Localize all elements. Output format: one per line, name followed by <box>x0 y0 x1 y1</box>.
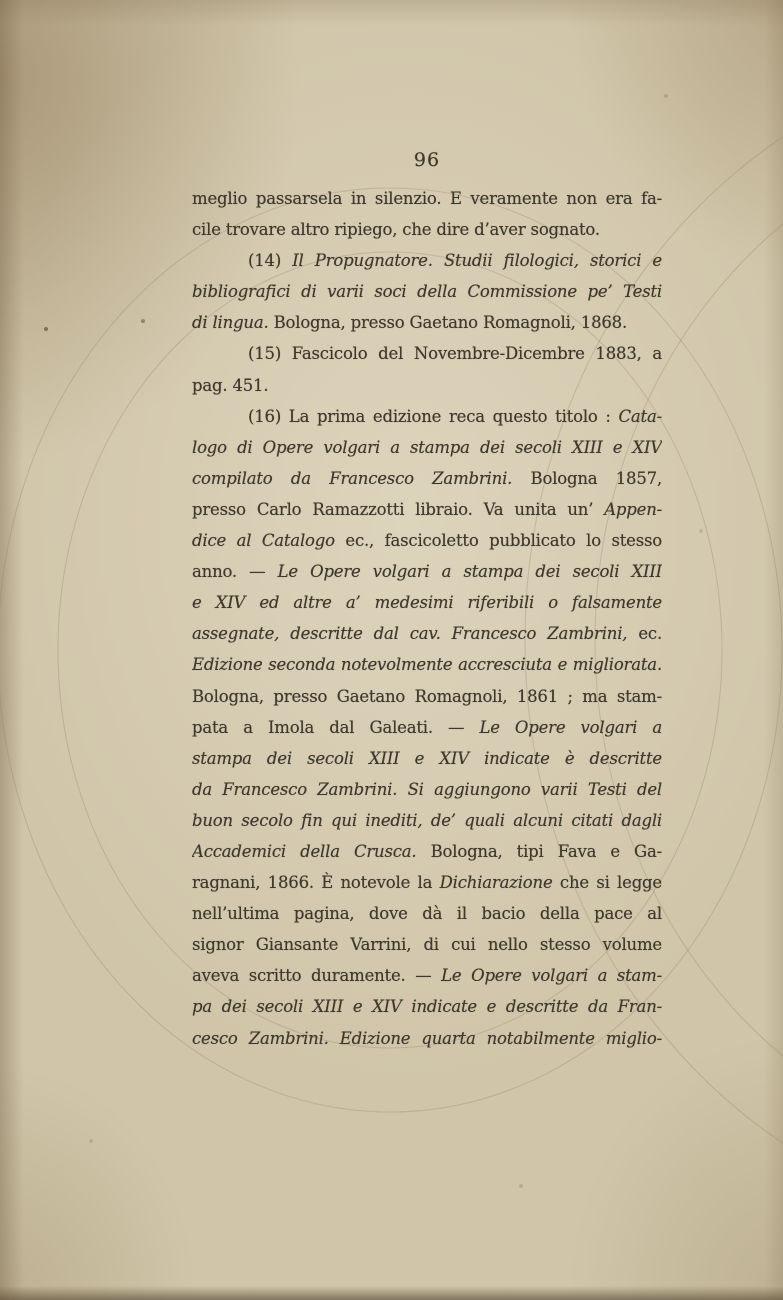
text-line <box>192 836 662 867</box>
text-line <box>192 525 662 556</box>
text-line <box>192 618 662 649</box>
italic-text: compilato da Francesco Zambrini. <box>192 468 513 488</box>
paper-specks <box>0 0 2 2</box>
text-line <box>192 463 662 494</box>
text-line <box>192 960 662 991</box>
text-line <box>192 867 662 898</box>
text-line <box>192 370 662 401</box>
roman-text: Bologna, presso Gaetano Romagnoli, 1868. <box>268 313 628 333</box>
roman-text: aveva scritto duramente. — <box>192 966 442 986</box>
roman-text: anno. — <box>192 562 278 582</box>
page-number: 96 <box>413 149 441 171</box>
text-line <box>192 1023 662 1054</box>
roman-text: Bologna, presso Gaetano Romagnoli, 1861 ; ma stam- <box>192 686 662 706</box>
italic-text: stampa dei secoli XIII e XIV indicate è descritte <box>192 748 662 768</box>
text-line <box>192 743 662 774</box>
roman-text: (15) Fascicolo del Novembre-Dicembre 1883, a <box>248 344 662 364</box>
text-line <box>192 432 662 463</box>
italic-text: pa dei secoli XIII e XIV indicate e descritte da Fran- <box>192 997 662 1017</box>
text-line <box>192 681 662 712</box>
roman-text: Bologna 1857, <box>512 468 662 488</box>
italic-text: Il Propugnatore. Studii filologici, storici e <box>292 251 662 271</box>
text-line <box>192 898 662 929</box>
italic-text: Le Opere volgari a stampa dei secoli XIII <box>277 562 662 582</box>
roman-text: cile trovare altro ripiego, che dire d’aver sognato. <box>192 220 600 240</box>
roman-text: (14) <box>248 251 293 271</box>
roman-text: meglio passarsela in silenzio. E veramente non era fa- <box>192 189 662 208</box>
text-line <box>192 929 662 960</box>
italic-text: dice al Catalogo <box>192 531 335 551</box>
text-line <box>192 991 662 1022</box>
italic-text: bibliografici di varii soci della Commissione pe’ Testi <box>192 282 662 302</box>
text-line <box>192 649 662 680</box>
italic-text: cesco Zambrini. Edizione quarta notabilmente miglio- <box>192 1028 662 1048</box>
text-line <box>192 245 662 276</box>
roman-text: che si legge <box>552 873 662 893</box>
italic-text: di lingua. <box>192 313 269 333</box>
roman-text: (16) La prima edizione reca questo titolo : <box>248 406 619 426</box>
text-line <box>192 494 662 525</box>
text-line <box>192 587 662 618</box>
text-block <box>192 183 662 1054</box>
text-line <box>192 712 662 743</box>
roman-text: nell’ultima pagina, dove dà il bacio della pace al <box>192 904 662 924</box>
italic-text: da Francesco Zambrini. Si aggiungono varii Testi del <box>192 779 662 799</box>
italic-text: e XIV ed altre a’ medesimi riferibili o falsamente <box>192 593 662 613</box>
text-line <box>192 183 662 214</box>
text-line <box>192 276 662 307</box>
italic-text: Dichiarazione <box>439 873 553 893</box>
italic-text: Edizione seconda notevolmente accresciuta e migliorata. <box>192 655 662 675</box>
roman-text: pata a Imola dal Galeati. — <box>192 717 480 737</box>
italic-text: buon secolo fin qui inediti, de’ quali alcuni citati dagli <box>192 810 662 830</box>
italic-text: assegnate, descritte dal cav. Francesco Zambrini, <box>192 624 628 644</box>
italic-text: Accademici della Crusca. <box>192 841 417 861</box>
roman-text: ec. <box>627 624 662 644</box>
italic-text: logo di Opere volgari a stampa dei secoli XIII e XIV <box>192 437 662 457</box>
roman-text: signor Giansante Varrini, di cui nello stesso volume <box>192 935 662 955</box>
italic-text: Le Opere volgari a stam- <box>441 966 662 986</box>
text-line <box>192 307 662 338</box>
text-line <box>192 774 662 805</box>
roman-text: pag. 451. <box>192 375 269 395</box>
text-line <box>192 805 662 836</box>
text-line <box>192 338 662 369</box>
italic-text: Le Opere volgari a <box>479 717 662 737</box>
text-line <box>192 556 662 587</box>
italic-text: Cata- <box>618 406 662 426</box>
text-line <box>192 401 662 432</box>
roman-text: ec., fascicoletto pubblicato lo stesso <box>334 531 662 551</box>
text-line <box>192 214 662 245</box>
roman-text: presso Carlo Ramazzotti libraio. Va unita un’ <box>192 499 605 519</box>
roman-text: ragnani, 1866. È notevole la <box>192 873 440 893</box>
roman-text: Bologna, tipi Fava e Ga- <box>416 841 662 861</box>
italic-text: Appen- <box>604 499 662 519</box>
